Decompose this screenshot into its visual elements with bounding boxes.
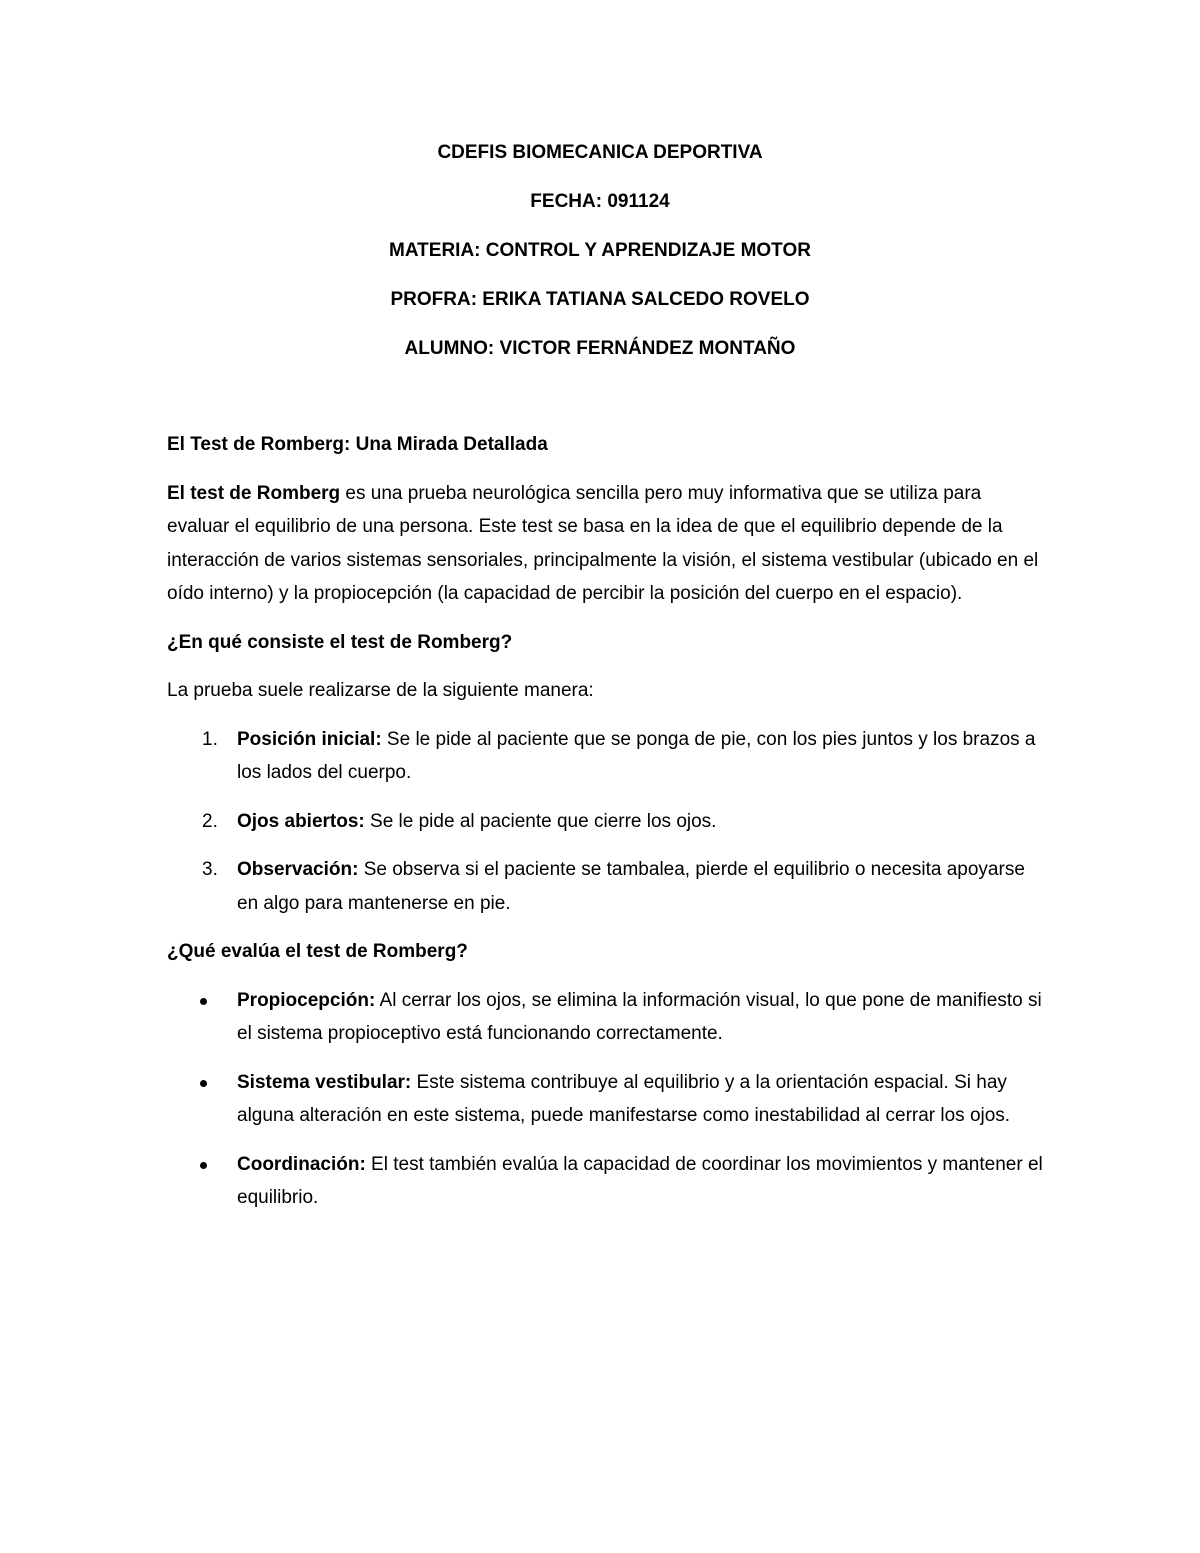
section-heading-evaluation: ¿Qué evalúa el test de Romberg? [167, 941, 468, 962]
list-item [167, 805, 1047, 839]
date-line: FECHA: 091124 [530, 191, 670, 212]
point-term: Coordinación: [237, 1153, 366, 1175]
list-number: 2. [202, 810, 218, 832]
bullet-icon [200, 1080, 207, 1087]
step-term: Observación: [237, 859, 359, 880]
step-text: Se le pide al paciente que cierre los ojos. [364, 810, 717, 832]
subject-line: MATERIA: CONTROL Y APRENDIZAJE MOTOR [389, 240, 811, 261]
point-term: Sistema vestibular: [237, 1071, 412, 1093]
point-text: Este sistema contribuye al equilibrio y a la orientación espacial. Si hay alguna alteración en este sistema, puede manifestarse como inestabilidad al cerrar los ojos. [237, 1071, 1011, 1126]
document-body [167, 428, 1047, 1230]
list-item [167, 984, 1047, 1051]
list-item [167, 1148, 1047, 1215]
point-text: El test también evalúa la capacidad de coordinar los movimientos y mantener el equilibrio. [237, 1153, 1043, 1208]
section-heading-romberg: El Test de Romberg: Una Mirada Detallada [167, 434, 548, 455]
procedure-steps-list [167, 723, 1047, 921]
section-heading-procedure: ¿En qué consiste el test de Romberg? [167, 631, 513, 653]
student-line: ALUMNO: VICTOR FERNÁNDEZ MONTAÑO [404, 338, 796, 359]
step-text: Se observa si el paciente se tambalea, pierde el equilibrio o necesita apoyarse en algo para mantenerse en pie. [237, 859, 1025, 914]
list-item [167, 1066, 1047, 1133]
step-text: Se le pide al paciente que se ponga de pie, con los pies juntos y los brazos a los lados del cuerpo. [237, 728, 1036, 783]
list-number: 3. [202, 859, 218, 880]
point-text: Al cerrar los ojos, se elimina la información visual, lo que pone de manifiesto si el sistema propioceptivo está funcionando correctamente. [237, 989, 1042, 1044]
point-term: Propiocepción: [237, 989, 376, 1011]
institution-title: CDEFIS BIOMECANICA DEPORTIVA [437, 142, 763, 163]
list-item [167, 853, 1047, 920]
step-term: Posición inicial: [237, 728, 382, 750]
step-term: Ojos abiertos: [237, 810, 365, 832]
bullet-icon [200, 998, 207, 1005]
list-item [167, 723, 1047, 790]
intro-text: es una prueba neurológica sencilla pero muy informativa que se utiliza para evaluar el equilibrio de una persona. Este test se basa en la idea de que el equilibrio depende de la interacción de varios sistemas sensoriales, principalmente la visión, el sistema vestibular (ubicado en el oído interno) y la propiocepción (la capacidad de percibir la posición del cuerpo en el espacio). [167, 482, 1039, 604]
intro-paragraph [167, 477, 1047, 611]
intro-bold-term: El test de Romberg [167, 482, 341, 504]
bullet-icon [200, 1162, 207, 1169]
list-number: 1. [202, 728, 218, 750]
procedure-lead: La prueba suele realizarse de la siguiente manera: [167, 680, 594, 701]
evaluation-bullet-list [167, 984, 1047, 1215]
document-header [0, 136, 1200, 381]
teacher-line: PROFRA: ERIKA TATIANA SALCEDO ROVELO [390, 289, 810, 310]
